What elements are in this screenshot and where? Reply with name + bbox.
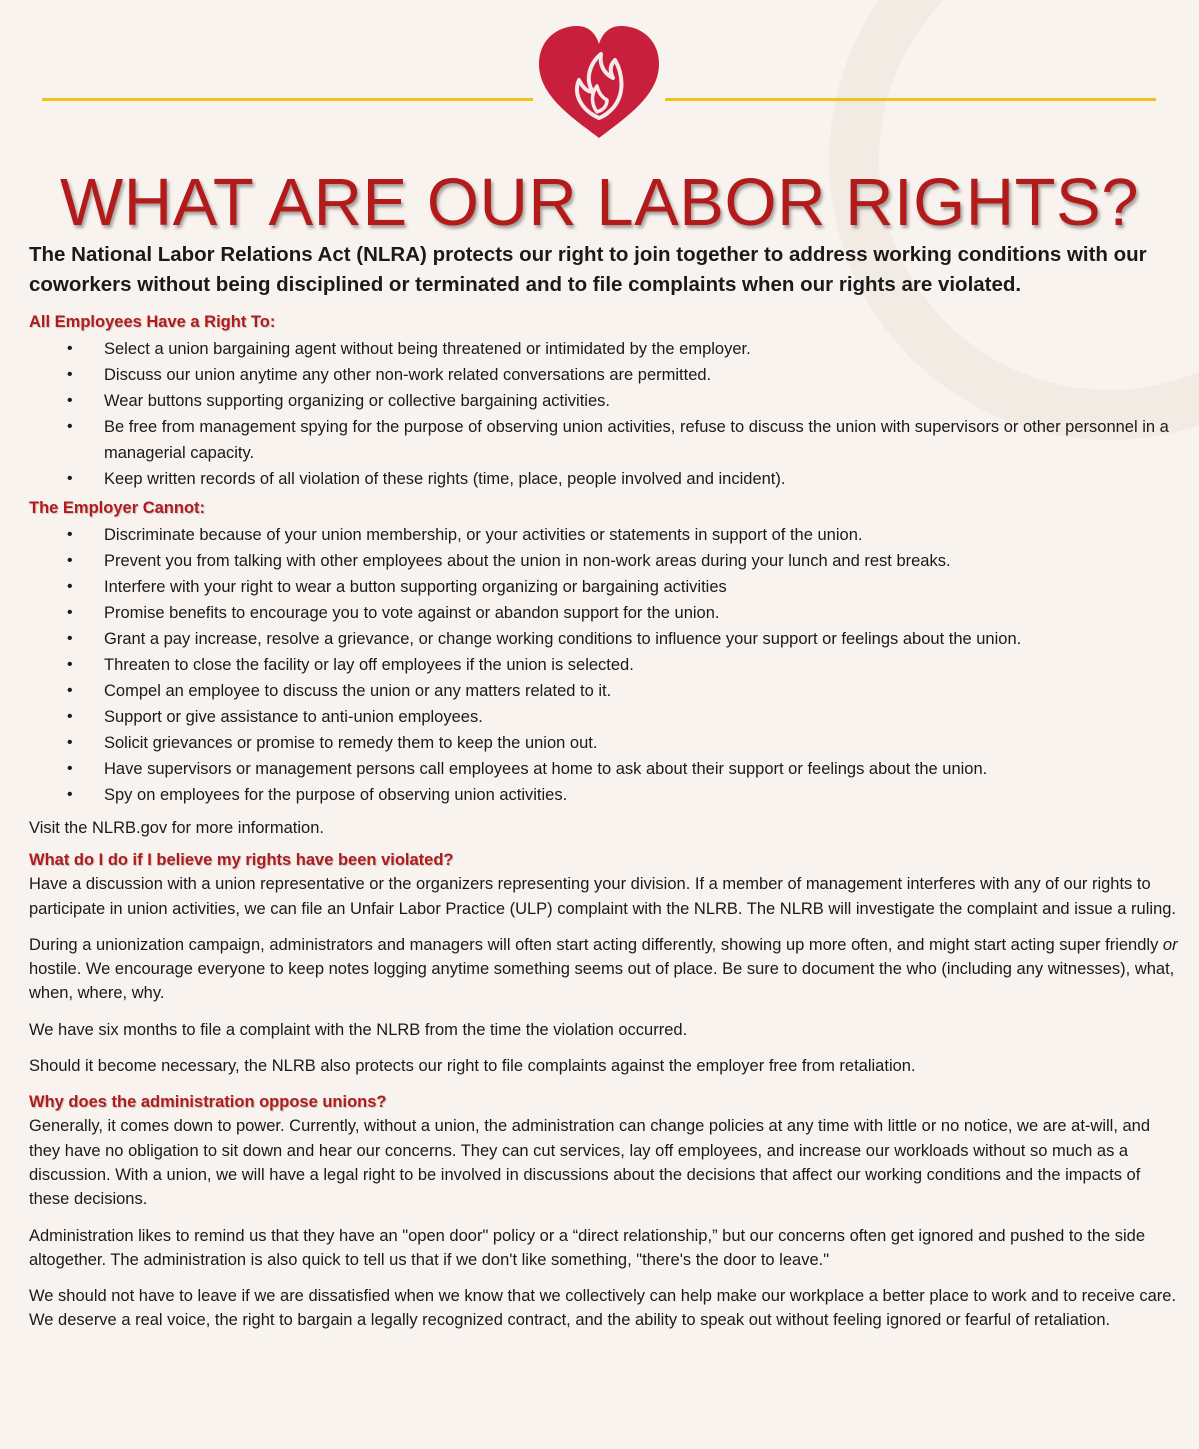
visit-nlrb-text: Visit the NLRB.gov for more information. (29, 819, 324, 837)
employer-list-item (29, 600, 1179, 626)
employer-list-item (29, 522, 1179, 548)
oppose-paragraph: Generally, it comes down to power. Currently, without a union, the administration can change policies at any time with little or no notice, we are at-will, and they have no obligation to sit down and hear our concerns. They can cut services, lay off employees, and increase our workloads without so much as a discussion. With a union, we will have a legal right to be involved in discussions about the decisions that affect our working conditions and the impacts of these decisions. (29, 1117, 1151, 1209)
employer-list-item-text: Threaten to close the facility or lay off employees if the union is selected. (104, 656, 634, 674)
employer-list-item (29, 756, 1179, 782)
bullet-icon: • (67, 682, 73, 699)
campaign-paragraph (29, 933, 1179, 1006)
employer-list-item-text: Prevent you from talking with other employees about the union in non-work areas during your lunch and rest breaks. (104, 552, 951, 570)
rights-list-item-text: Keep written records of all violation of these rights (time, place, people involved and incident). (104, 470, 786, 488)
intro-paragraph: The National Labor Relations Act (NLRA) protects our right to join together to address working conditions with our coworkers without being disciplined or terminated and to file complaints when our rights are violated. (29, 243, 1147, 296)
bullet-icon: • (67, 604, 73, 621)
campaign-text-emphasis: or (1162, 935, 1178, 954)
oppose-paragraph: Administration likes to remind us that they have an "open door" policy or a “direct relationship,” but our concerns often get ignored and pushed to the side altogether. The administration is also quick to tell us that if we don't like something, "there's the door to leave." (29, 1226, 1146, 1269)
employer-list (29, 522, 1179, 808)
rights-list-item-text: Wear buttons supporting organizing or collective bargaining activities. (104, 392, 610, 410)
bullet-icon: • (67, 392, 73, 409)
bullet-icon: • (67, 340, 73, 357)
rights-list-item-text: Select a union bargaining agent without being threatened or intimidated by the employer. (104, 340, 751, 358)
bullet-icon: • (67, 470, 73, 487)
employer-list-item (29, 548, 1179, 574)
rights-list-item (29, 414, 1179, 466)
employer-list-item-text: Compel an employee to discuss the union or any matters related to it. (104, 682, 612, 700)
oppose-heading: Why does the administration oppose unions? (29, 1093, 387, 1112)
retaliation-paragraph: Should it become necessary, the NLRB also protects our right to file complaints against the employer free from retaliation. (29, 1057, 916, 1076)
oppose-paragraph: We should not have to leave if we are dissatisfied when we know that we collectively can help make our workplace a better place to work and to receive care. We deserve a real voice, the right to bargain a legally recognized contract, and the ability to speak out without feeling ignored or fearful of retaliation. (29, 1287, 1177, 1330)
employer-list-item (29, 678, 1179, 704)
header (0, 0, 1199, 150)
employer-list-item-text: Promise benefits to encourage you to vote against or abandon support for the union. (104, 604, 720, 622)
rights-list-item (29, 466, 1179, 492)
campaign-text-start: During a unionization campaign, administrators and managers will often start acting differently, showing up more often, and might start acting super friendly (29, 935, 1163, 954)
employer-list-item (29, 626, 1179, 652)
violated-paragraph: Have a discussion with a union representative or the organizers representing your division. If a member of management interferes with any of our rights to participate in union activities, we can file an Unfair Labor Practice (ULP) complaint with the NLRB. The NLRB will investigate the complaint and issue a ruling. (29, 875, 1176, 918)
rights-list-item-text: Discuss our union anytime any other non-work related conversations are permitted. (104, 366, 712, 384)
rights-list-item-text: Be free from management spying for the purpose of observing union activities, refuse to discuss the union with supervisors or other personnel in a managerial capacity. (104, 418, 1169, 462)
employer-list-item (29, 730, 1179, 756)
bullet-icon: • (67, 418, 73, 435)
employer-list-item (29, 574, 1179, 600)
employer-list-item-text: Spy on employees for the purpose of observing union activities. (104, 786, 568, 804)
bullet-icon: • (67, 734, 73, 751)
bullet-icon: • (67, 526, 73, 543)
rights-list-item (29, 388, 1179, 414)
bullet-icon: • (67, 656, 73, 673)
rights-list (29, 336, 1179, 492)
bullet-icon: • (67, 708, 73, 725)
heart-flame-logo-icon (533, 22, 665, 140)
six-months-paragraph: We have six months to file a complaint with the NLRB from the time the violation occurred. (29, 1020, 688, 1039)
bullet-icon: • (67, 578, 73, 595)
bullet-icon: • (67, 366, 73, 383)
bullet-icon: • (67, 786, 73, 803)
employer-list-item-text: Discriminate because of your union membership, or your activities or statements in support of the union. (104, 526, 863, 544)
bullet-icon: • (67, 552, 73, 569)
employer-list-item-text: Grant a pay increase, resolve a grievance, or change working conditions to influence your support or feelings about the union. (104, 630, 1022, 648)
employer-list-item (29, 652, 1179, 678)
main-content (29, 240, 1179, 1345)
employer-heading: The Employer Cannot: (29, 499, 206, 517)
rights-list-item (29, 362, 1179, 388)
employer-list-item-text: Solicit grievances or promise to remedy them to keep the union out. (104, 734, 598, 752)
employer-list-item (29, 782, 1179, 808)
violated-heading: What do I do if I believe my rights have been violated? (29, 851, 454, 870)
employer-list-item-text: Have supervisors or management persons call employees at home to ask about their support or feelings about the union. (104, 760, 988, 778)
rights-list-item (29, 336, 1179, 362)
page-title: WHAT ARE OUR LABOR RIGHTS? (60, 165, 1139, 240)
employer-list-item-text: Interfere with your right to wear a button supporting organizing or bargaining activities (104, 578, 727, 596)
employer-list-item-text: Support or give assistance to anti-union employees. (104, 708, 483, 726)
rights-heading: All Employees Have a Right To: (29, 313, 276, 331)
bullet-icon: • (67, 630, 73, 647)
campaign-text-end: hostile. We encourage everyone to keep notes logging anytime something seems out of place. Be sure to document the who (including any witnesses), what, when, where, why. (29, 960, 1175, 1003)
employer-list-item (29, 704, 1179, 730)
bullet-icon: • (67, 760, 73, 777)
